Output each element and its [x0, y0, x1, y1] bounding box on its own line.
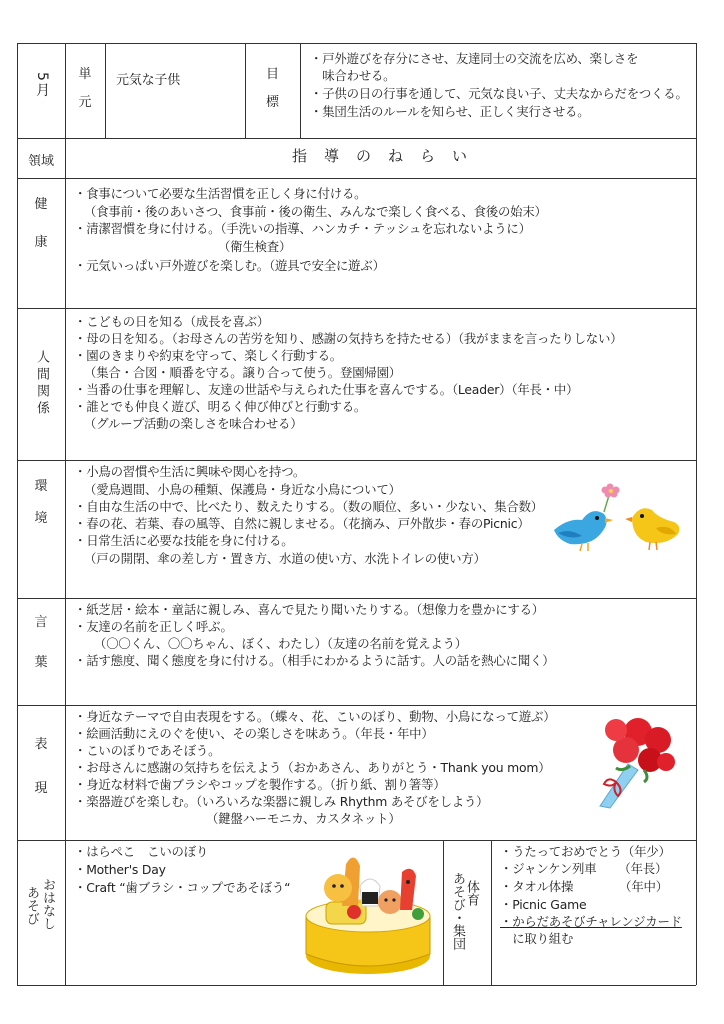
text-line: （衛生検査）	[218, 239, 292, 254]
list-item: ・タオル体操 （年中）	[500, 879, 668, 894]
text-line: ・日常生活に必要な技能を身に付ける。	[74, 533, 294, 548]
list-item: に取り組む	[500, 931, 574, 946]
text-line: ・春の花、若葉、春の風等、自然に親しませる。（花摘み、戸外散歩・春のPicnic）	[74, 516, 530, 531]
list-item: ・Picnic Game	[500, 897, 587, 912]
text-line: （食事前・後のあいさつ、食事前・後の衛生、みんなで楽しく食べる、食後の始末）	[84, 204, 547, 219]
blue-bird-icon	[554, 511, 613, 551]
goal-line: ・子供の日の行事を通して、元気な良い子、丈夫なからだをつくる。	[310, 86, 688, 101]
text-line: ・楽器遊びを楽しむ。（いろいろな楽器に親しみ Rhythm あそびをしよう）	[74, 794, 489, 809]
text-line: ・清潔習慣を身に付ける。（手洗いの指導、ハンカチ・テッシュを忘れないように）	[74, 221, 531, 236]
birds-illustration	[548, 478, 688, 556]
text-line: （グループ活動の楽しさを味合わせる）	[84, 416, 303, 431]
text-line: （戸の開閉、傘の差し方・置き方、水道の使い方、水洗トイレの使い方）	[84, 551, 486, 566]
flower-icon	[602, 484, 620, 513]
goal-line: 味合わせる。	[310, 68, 396, 83]
goal-line: ・戸外遊びを存分にさせ、友達同士の交流を広め、楽しさを	[310, 51, 639, 66]
page-title: 指 導 の ね ら い	[292, 147, 469, 165]
text-line: （集合・合図・順番を守る。譲り合って使う。登園帰園）	[84, 365, 401, 380]
area-label: 領域	[27, 154, 54, 169]
text-line: ・こいのぼりであそぼう。	[74, 743, 221, 758]
text-line: ・誰とでも仲良く遊び、明るく伸び伸びと行動する。	[74, 399, 367, 414]
yellow-bird-icon	[625, 508, 679, 550]
list-item: ・ジャンケン列車 （年長）	[500, 861, 668, 876]
bento-box-illustration	[300, 846, 436, 980]
list-item: ・Mother's Day	[74, 862, 166, 877]
text-line: ・自由な生活の中で、比べたり、数えたりする。（数の順位、多い・少ない、集合数）	[74, 499, 543, 514]
goal-label: 目 標	[265, 67, 279, 110]
text-line: ・母の日を知る。（お母さんの苦労を知り、感謝の気持ちを持たせる）（我がままを言ったりしない）	[74, 331, 623, 346]
text-line: ・話す態度、聞く態度を身に付ける。（相手にわかるように話す。人の話を熱心に聞く）	[74, 653, 555, 668]
language-label: 言 葉	[34, 615, 48, 670]
carnation-bouquet-illustration	[586, 710, 682, 810]
text-line: ・こどもの日を知る（成長を喜ぶ）	[74, 314, 270, 329]
environment-label: 環 境	[34, 479, 48, 526]
goal-line: ・集団生活のルールを知らせ、正しく実行させる。	[310, 104, 590, 119]
human-label: 人間関係	[34, 350, 49, 418]
list-item: ・うたっておめでとう（年少）	[500, 844, 671, 859]
text-line: ・身近なテーマで自由表現をする。（蝶々、花、こいのぼり、動物、小鳥になって遊ぶ）	[74, 709, 556, 724]
text-line: ・絵画活動にえのぐを使い、その楽しさを味あう。（年長・年中）	[74, 726, 434, 741]
unit-value: 元気な子供	[116, 73, 181, 88]
unit-label: 単 元	[78, 67, 92, 110]
text-line: ・友達の名前を正しく呼ぶ。	[74, 619, 233, 634]
text-line: ・お母さんに感謝の気持ちを伝えよう（おかあさん、ありがとう・Thank you mom）	[74, 760, 551, 775]
text-line: ・小鳥の習慣や生活に興味や関心を持つ。	[74, 464, 306, 479]
health-label: 健 康	[34, 197, 48, 250]
text-line: （〇〇くん、〇〇ちゃん、ぼく、わたし）（友達の名前を覚えよう）	[94, 636, 467, 651]
list-item: ・Craft “歯ブラシ・コップであそぼう“	[74, 880, 291, 895]
text-line: ・当番の仕事を理解し、友達の世話や与えられた仕事を喜んでする。（Leader）（年長・中）	[74, 382, 579, 397]
expression-label: 表 現	[34, 737, 48, 796]
challenge-card-item: ・からだあそびチャレンジカード	[500, 914, 682, 929]
text-line: ・食事について必要な生活習慣を正しく身に付ける。	[74, 186, 367, 201]
text-line: ・身近な材料で歯ブラシやコップを製作する。（折り紙、割り箸等）	[74, 777, 446, 792]
list-item: ・はらぺこ こいのぼり	[74, 844, 209, 859]
text-line: ・園のきまりや約束を守って、楽しく行動する。	[74, 348, 342, 363]
text-line: ・紙芝居・絵本・童話に親しみ、喜んで見たり聞いたりする。（想像力を豊かにする）	[74, 602, 544, 617]
text-line: （鍵盤ハーモニカ、カスタネット）	[206, 811, 401, 826]
text-line: ・元気いっぱい戸外遊びを楽しむ。（遊具で安全に遊ぶ）	[74, 258, 385, 273]
month-label: 5月	[34, 72, 50, 99]
text-line: （愛鳥週間、小鳥の種類、保護鳥・身近な小鳥について）	[84, 482, 401, 497]
